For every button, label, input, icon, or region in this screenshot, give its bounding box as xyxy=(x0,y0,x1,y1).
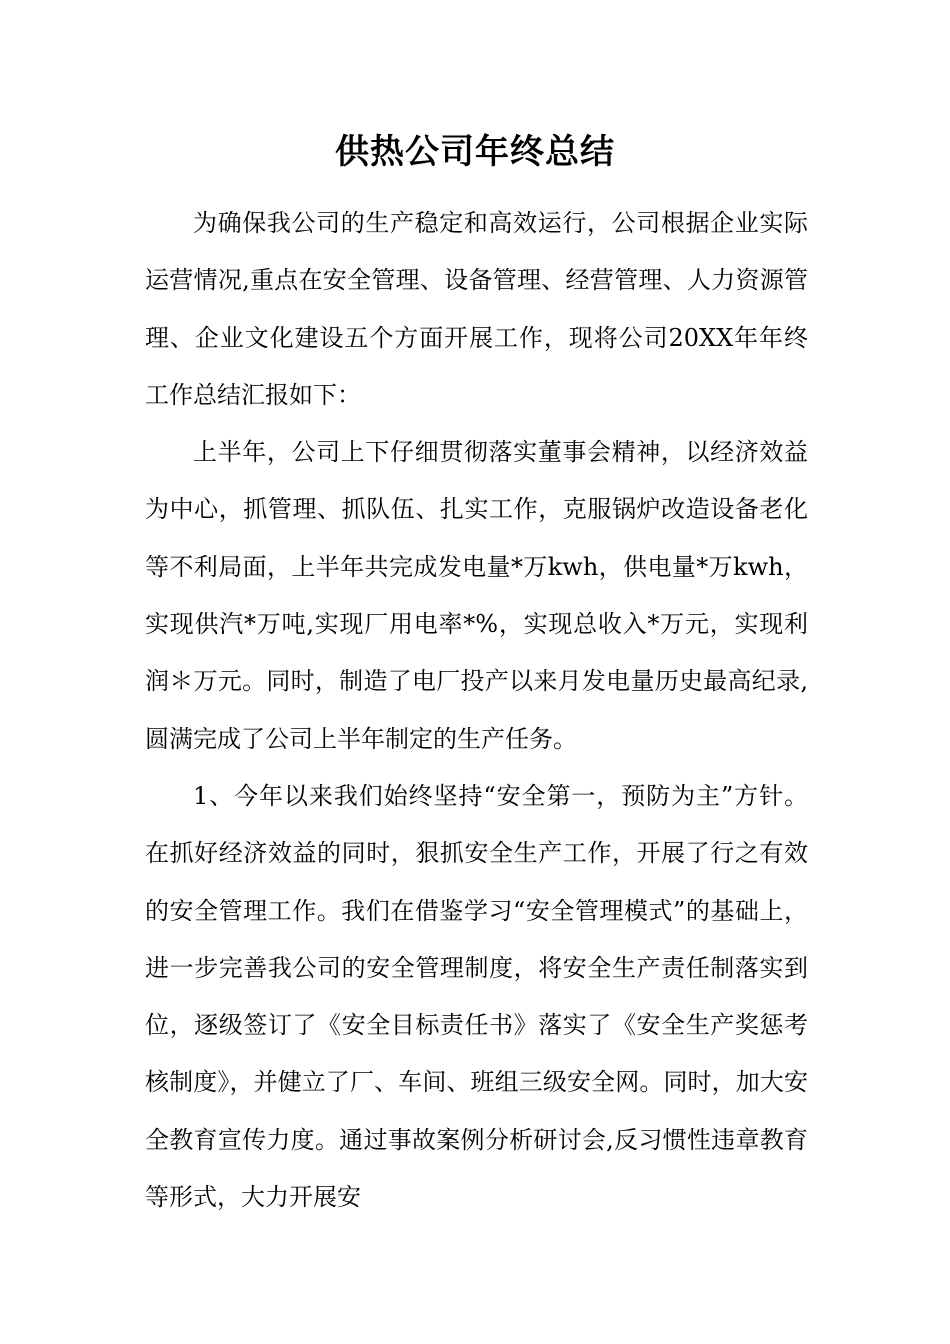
document-title: 供热公司年终总结 xyxy=(335,132,615,172)
paragraph-safety-management: 1、今年以来我们始终坚持“安全第一，预防为主”方针。在抓好经济效益的同时，狠抓安全生产工作，开展了行之有效的安全管理工作。我们在借鉴学习“安全管理模式”的基础上，进一步完善我公司的安全管理制度，将安全生产责任制落实到位，逐级签订了《安全目标责任书》落实了《安全生产奖惩考核制度》，并健立了厂、车间、班组三级安全网。同时，加大安全教育宣传力度。通过事故案例分析研讨会,反习惯性违章教育等形式，大力开展安 xyxy=(145,781,808,1212)
paragraph-intro: 为确保我公司的生产稳定和高效运行，公司根据企业实际运营情况,重点在安全管理、设备管理、经营管理、人力资源管理、企业文化建设五个方面开展工作，现将公司20XX年年终工作总结汇报如下： xyxy=(145,209,808,409)
document-body xyxy=(145,195,808,1226)
paragraph-first-half-summary: 上半年，公司上下仔细贯彻落实董事会精神，以经济效益为中心，抓管理、抓队伍、扎实工作，克服锅炉改造设备老化等不利局面，上半年共完成发电量*万kwh，供电量*万kwh，实现供汽*万吨,实现厂用电率*%，实现总收入*万元，实现利润＊万元。同时，制造了电厂投产以来月发电量历史最高纪录,圆满完成了公司上半年制定的生产任务。 xyxy=(145,438,808,753)
